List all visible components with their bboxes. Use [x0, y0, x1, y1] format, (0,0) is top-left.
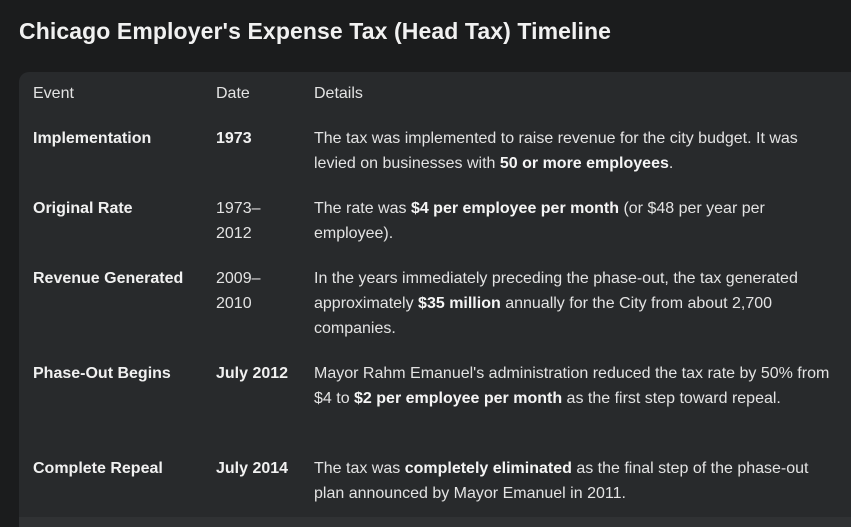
row-details: The tax was completely eliminated as the final step of the phase-out plan announced by Mayor Emanuel in 2011. — [314, 460, 809, 502]
row-details: The rate was $4 per employee per month (or $48 per year per employee). — [314, 200, 765, 242]
row-event: Phase-Out Begins — [33, 365, 171, 382]
column-header-event: Event — [33, 85, 74, 102]
row-details: The tax was implemented to raise revenue for the city budget. It was levied on businesses with 50 or more employees. — [314, 130, 798, 172]
row-date: July 2014 — [216, 460, 289, 477]
row-event: Complete Repeal — [33, 460, 163, 477]
column-header-details: Details — [314, 85, 363, 102]
row-date: 1973–2012 — [216, 200, 261, 242]
table-bottom-divider — [19, 517, 851, 527]
row-details: In the years immediately preceding the phase-out, the tax generated approximately $35 million annually for the City from about 2,700 companies. — [314, 270, 798, 337]
page-title: Chicago Employer's Expense Tax (Head Tax) Timeline — [19, 18, 612, 44]
row-date: 1973 — [216, 130, 252, 147]
row-date: July 2012 — [216, 365, 289, 382]
row-event: Original Rate — [33, 200, 133, 217]
row-event: Revenue Generated — [33, 270, 184, 287]
row-event: Implementation — [33, 130, 152, 147]
row-details: Mayor Rahm Emanuel's administration reduced the tax rate by 50% from $4 to $2 per employee per month as the first step toward repeal. — [314, 365, 830, 407]
row-date: 2009–2010 — [216, 270, 261, 312]
column-header-date: Date — [216, 85, 250, 102]
